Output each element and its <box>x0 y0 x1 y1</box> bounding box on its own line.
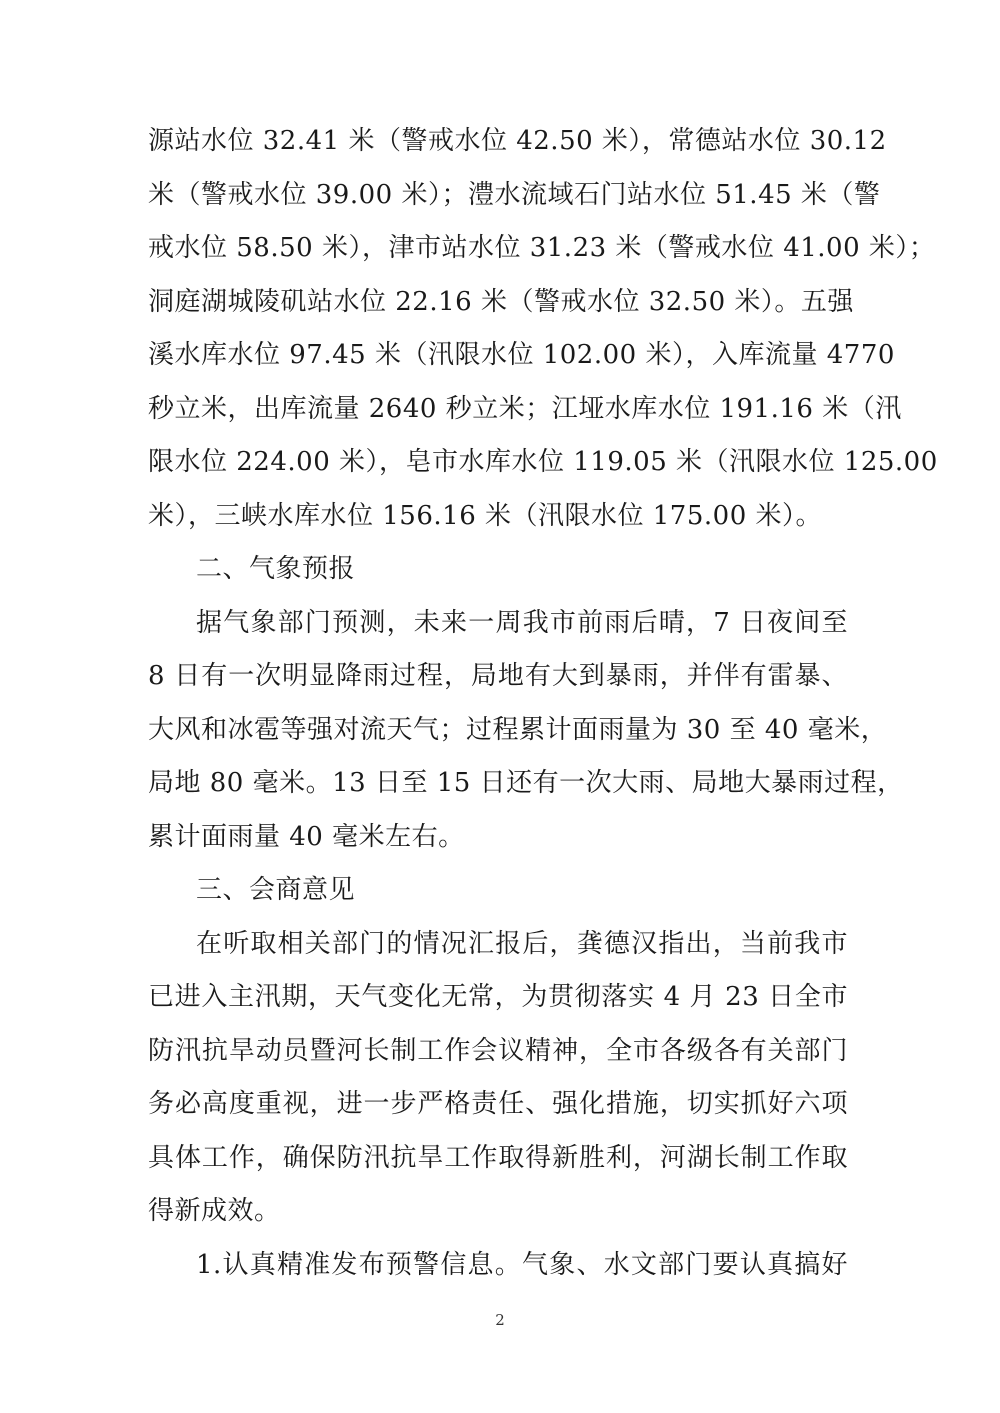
text-line: 已进入主汛期，天气变化无常，为贯彻落实 4 月 23 日全市 <box>148 982 848 1012</box>
text-line: 戒水位 58.50 米），津市站水位 31.23 米（警戒水位 41.00 米）； <box>148 233 936 263</box>
text-line: 具体工作，确保防汛抗旱工作取得新胜利，河湖长制工作取 <box>148 1143 848 1173</box>
section-heading-consultation-opinion: 三、会商意见 <box>196 875 356 905</box>
text-line: 限水位 224.00 米），皂市水库水位 119.05 米（汛限水位 125.00 <box>148 447 938 477</box>
text-line: 源站水位 32.41 米（警戒水位 42.50 米），常德站水位 30.12 <box>148 126 887 156</box>
text-line: 得新成效。 <box>148 1196 281 1226</box>
text-line: 务必高度重视，进一步严格责任、强化措施，切实抓好六项 <box>148 1089 848 1119</box>
text-line: 局地 80 毫米。13 日至 15 日还有一次大雨、局地大暴雨过程， <box>148 768 904 798</box>
text-line: 米（警戒水位 39.00 米）；澧水流域石门站水位 51.45 米（警 <box>148 180 881 210</box>
page-number: 2 <box>495 1311 505 1329</box>
text-line: 在听取相关部门的情况汇报后，龚德汉指出，当前我市 <box>196 929 848 959</box>
text-line: 米），三峡水库水位 156.16 米（汛限水位 175.00 米）。 <box>148 501 823 531</box>
text-line: 秒立米，出库流量 2640 秒立米；江垭水库水位 191.16 米（汛 <box>148 394 902 424</box>
text-line: 溪水库水位 97.45 米（汛限水位 102.00 米），入库流量 4770 <box>148 340 895 370</box>
text-line: 洞庭湖城陵矶站水位 22.16 米（警戒水位 32.50 米）。五强 <box>148 287 854 317</box>
text-line: 累计面雨量 40 毫米左右。 <box>148 822 465 852</box>
text-line: 1.认真精准发布预警信息。气象、水文部门要认真搞好 <box>196 1250 848 1280</box>
section-heading-weather-forecast: 二、气象预报 <box>196 554 356 584</box>
text-line: 据气象部门预测，未来一周我市前雨后晴，7 日夜间至 <box>196 608 848 638</box>
text-line: 8 日有一次明显降雨过程，局地有大到暴雨，并伴有雷暴、 <box>148 661 848 691</box>
text-line: 防汛抗旱动员暨河长制工作会议精神，全市各级各有关部门 <box>148 1036 848 1066</box>
text-line: 大风和冰雹等强对流天气；过程累计面雨量为 30 至 40 毫米， <box>148 715 888 745</box>
